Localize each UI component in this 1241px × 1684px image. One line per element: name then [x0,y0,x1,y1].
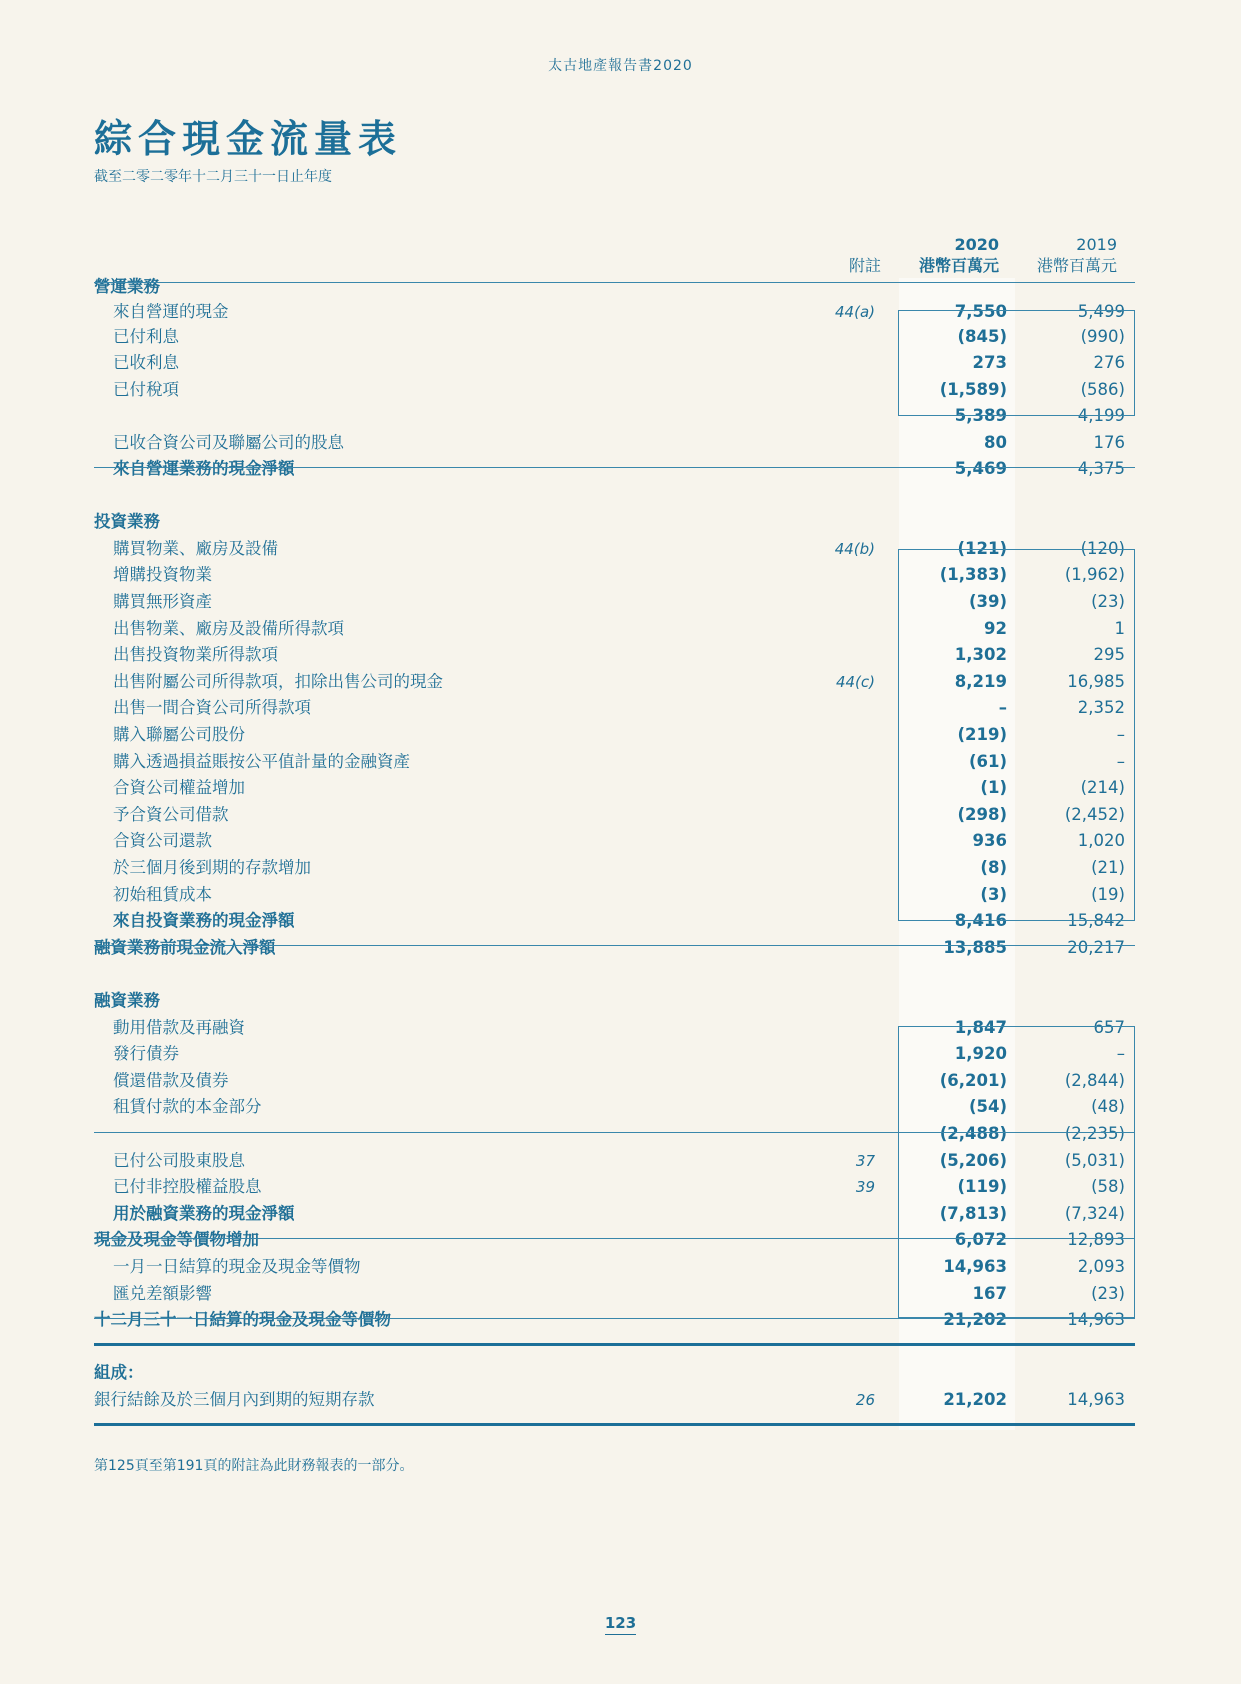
value-2019: 295 [1093,645,1125,664]
value-2020: (1,383) [939,565,1007,584]
page-subtitle: 截至二零二零年十二月三十一日止年度 [94,169,332,185]
value-2019: 16,985 [1067,672,1125,691]
row-label: 融資業務 [94,991,160,1010]
report-header: 太古地產報告書2020 [548,58,693,74]
row-label: 投資業務 [94,512,160,531]
value-2020: (7,813) [939,1204,1007,1223]
value-2020: 92 [984,619,1007,638]
value-2020: (1,589) [939,380,1007,399]
page-title: 綜合現金流量表 [94,117,403,161]
value-2020: 1,920 [954,1044,1007,1063]
value-2020: (119) [957,1177,1007,1196]
value-2019: (58) [1091,1177,1125,1196]
value-2020: 5,469 [954,459,1007,478]
row-label: 合資公司權益增加 [113,778,245,797]
row-label: 現金及現金等價物增加 [94,1230,259,1249]
value-2019: 15,842 [1067,911,1125,930]
value-2020: 1,847 [954,1018,1007,1037]
row-label: 銀行結餘及於三個月內到期的短期存款 [94,1390,375,1409]
row-label: 初始租賃成本 [113,885,212,904]
value-2019: 1,020 [1077,831,1125,850]
value-2020: 6,072 [954,1230,1007,1249]
header-rule [94,282,1135,283]
value-2020: (8) [980,858,1007,877]
row-note: 44(a) [835,303,875,321]
total-double-rule [94,1343,1135,1346]
row-label: 出售物業、廠房及設備所得款項 [113,619,344,638]
row-label: 組成： [94,1363,144,1382]
note-column-header: 附註 [848,256,881,275]
year-2019-header [94,234,1117,276]
value-2020: 936 [972,831,1007,850]
value-2019: 4,375 [1077,459,1125,478]
row-label: 出售投資物業所得款項 [113,645,278,664]
row-note: 39 [855,1178,875,1196]
value-2019: (214) [1080,778,1125,797]
value-2020: 13,885 [943,938,1007,957]
row-label: 增購投資物業 [113,565,212,584]
value-2020: 14,963 [943,1257,1007,1276]
table-row [94,275,1135,299]
value-2019: (2,235) [1064,1124,1125,1143]
value-2019: 4,199 [1077,406,1125,425]
row-label: 來自投資業務的現金淨額 [113,911,295,930]
value-2019: (2,452) [1064,805,1125,824]
row-label: 於三個月後到期的存款增加 [113,858,311,877]
value-2019: (19) [1091,885,1125,904]
row-label: 來自營運業務的現金淨額 [113,459,295,478]
value-2020: (121) [957,539,1007,558]
rule [94,1318,1135,1319]
table-row [94,936,1135,960]
row-label: 已付稅項 [113,380,179,399]
row-label: 已收合資公司及聯屬公司的股息 [113,433,344,452]
row-label: 已付非控股權益股息 [113,1177,262,1196]
value-2019: 5,499 [1077,302,1125,321]
value-2019: – [1116,752,1125,771]
value-2019: 276 [1093,353,1125,372]
value-2019: (48) [1091,1097,1125,1116]
value-2020: 5,389 [954,406,1007,425]
row-label: 來自營運的現金 [113,302,229,321]
value-2020: (845) [957,327,1007,346]
value-2019: 1 [1114,619,1125,638]
value-2020: 273 [972,353,1007,372]
row-label: 營運業務 [94,277,160,296]
value-2019: (7,324) [1064,1204,1125,1223]
value-2020: (219) [957,725,1007,744]
row-note: 26 [855,1391,875,1409]
value-2019: (23) [1091,1284,1125,1303]
row-label: 已付利息 [113,327,179,346]
value-2019: 2,352 [1077,698,1125,717]
row-label: 發行債券 [113,1044,179,1063]
row-label: 購入透過損益賬按公平值計量的金融資產 [113,752,410,771]
table-row [94,431,1135,455]
row-label: 已收利息 [113,353,179,372]
row-label: 租賃付款的本金部分 [113,1097,262,1116]
value-2020: (6,201) [939,1071,1007,1090]
value-2020: (298) [957,805,1007,824]
value-2020: 8,416 [954,911,1007,930]
value-2020: (54) [968,1097,1007,1116]
row-label: 合資公司還款 [113,831,212,850]
value-2019: 12,893 [1067,1230,1125,1249]
value-2020: (61) [968,752,1007,771]
value-2020: (3) [980,885,1007,904]
value-2019: 2,093 [1077,1257,1125,1276]
table-row [94,457,1135,481]
value-2019: – [1116,725,1125,744]
table-row [94,1361,1135,1385]
value-2019: (5,031) [1064,1151,1125,1170]
year-2020-unit: 港幣百萬元 [918,256,999,275]
value-2019: (2,844) [1064,1071,1125,1090]
subtotal-box [898,549,1135,921]
row-label: 匯兑差額影響 [113,1284,212,1303]
value-2019: (1,962) [1064,565,1125,584]
table-row [94,1388,1135,1412]
value-2020: 21,202 [943,1310,1007,1329]
rule [94,467,1135,468]
row-label: 動用借款及再融資 [113,1018,245,1037]
subtotal-box [898,310,1135,416]
value-2019: 20,217 [1067,938,1125,957]
table-row [94,989,1135,1013]
value-2019: (21) [1091,858,1125,877]
row-note: 37 [855,1152,875,1170]
row-label: 購入聯屬公司股份 [113,725,245,744]
value-2019: (23) [1091,592,1125,611]
row-label: 償還借款及債券 [113,1071,229,1090]
value-2019: – [1116,1044,1125,1063]
value-2020: 8,219 [954,672,1007,691]
value-2020: (2,488) [939,1124,1007,1143]
value-2020: (39) [968,592,1007,611]
footnote: 第125頁至第191頁的附註為此財務報表的一部分。 [94,1458,414,1474]
value-2020: 1,302 [954,645,1007,664]
value-2020: 167 [972,1284,1007,1303]
rule [94,945,1135,946]
value-2019: 657 [1093,1018,1125,1037]
row-label: 十二月三十一日結算的現金及現金等價物 [94,1310,391,1329]
subtotal-box [898,1026,1135,1318]
value-2020: – [998,698,1007,717]
row-note: 44(c) [835,673,875,691]
row-note: 44(b) [834,540,875,558]
year-2019-unit: 港幣百萬元 [1036,256,1117,275]
value-2019: (120) [1080,539,1125,558]
value-2020: (1) [980,778,1007,797]
value-2020: 7,550 [954,302,1007,321]
row-label: 購買無形資產 [113,592,212,611]
value-2020: 21,202 [943,1390,1007,1409]
row-label: 融資業務前現金流入淨額 [94,938,276,957]
value-2020: 80 [984,433,1007,452]
page-number-text: 123 [605,1614,636,1635]
row-label: 予合資公司借款 [113,805,229,824]
row-label: 已付公司股東股息 [113,1151,245,1170]
row-label: 出售一間合資公司所得款項 [113,698,311,717]
bottom-rule [94,1423,1135,1426]
value-2020: (5,206) [939,1151,1007,1170]
table-row [94,510,1135,534]
row-label: 購買物業、廠房及設備 [113,539,278,558]
row-label: 一月一日結算的現金及現金等價物 [113,1257,361,1276]
year-2020-label: 2020 [954,235,999,254]
value-2019: 14,963 [1067,1310,1125,1329]
value-2019: (990) [1080,327,1125,346]
value-2019: 14,963 [1067,1390,1125,1409]
year-2019-label: 2019 [1076,235,1117,254]
value-2019: 176 [1093,433,1125,452]
row-label: 出售附屬公司所得款項，扣除出售公司的現金 [113,672,443,691]
row-label: 用於融資業務的現金淨額 [113,1204,295,1223]
value-2019: (586) [1080,380,1125,399]
page-number [0,1614,1241,1632]
